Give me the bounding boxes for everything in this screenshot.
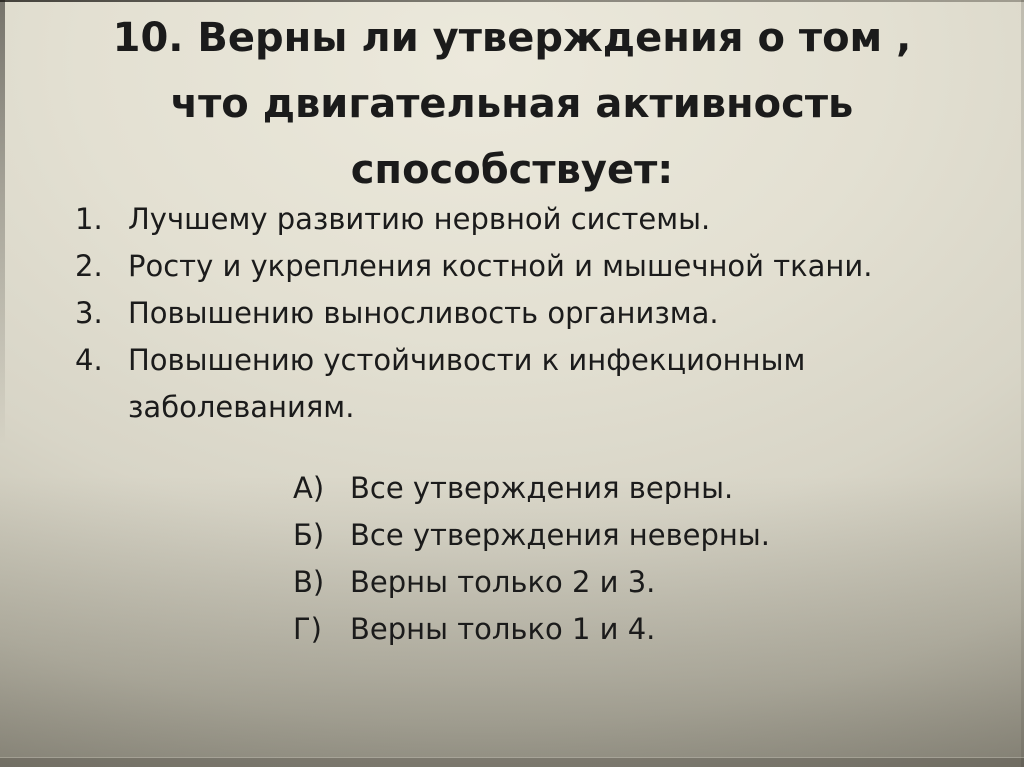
statement-number: 2. xyxy=(75,249,103,283)
option-text: Верны только 1 и 4. xyxy=(350,612,656,646)
slide-bottom-edge xyxy=(0,757,1024,767)
statement-number: 3. xyxy=(75,296,103,330)
statement-number: 1. xyxy=(75,202,103,236)
slide-title-line-2: что двигательная активность xyxy=(170,81,854,127)
option-text: Все утверждения неверны. xyxy=(350,518,771,552)
answer-options-list xyxy=(293,465,984,653)
slide-title-line-3: способствует: xyxy=(350,147,674,193)
option-text: Верны только 2 и 3. xyxy=(350,565,656,599)
statement-row xyxy=(75,337,939,431)
statement-text: Лучшему развитию нервной системы. xyxy=(128,202,711,236)
statement-text: Повышению устойчивости к инфекционным заболеваниям. xyxy=(128,343,806,424)
statement-row xyxy=(75,290,939,337)
option-text: Все утверждения верны. xyxy=(350,471,734,505)
answer-option-row xyxy=(293,465,984,512)
slide-title-line-1: 10. Верны ли утверждения о том , xyxy=(112,15,912,61)
statement-row xyxy=(75,196,939,243)
option-letter: Г) xyxy=(293,612,322,646)
option-letter: А) xyxy=(293,471,325,505)
option-letter: Б) xyxy=(293,518,325,552)
statement-row xyxy=(75,243,939,290)
statement-text: Повышению выносливость организма. xyxy=(128,296,719,330)
answer-option-row xyxy=(293,512,984,559)
slide-left-edge xyxy=(0,0,5,445)
option-letter: В) xyxy=(293,565,325,599)
statement-number: 4. xyxy=(75,343,103,377)
statements-list xyxy=(75,196,939,431)
answer-option-row xyxy=(293,559,984,606)
statement-text: Росту и укрепления костной и мышечной ткани. xyxy=(128,249,873,283)
slide-title xyxy=(0,5,1024,203)
slide-top-edge xyxy=(0,0,1024,2)
answer-option-row xyxy=(293,606,984,653)
